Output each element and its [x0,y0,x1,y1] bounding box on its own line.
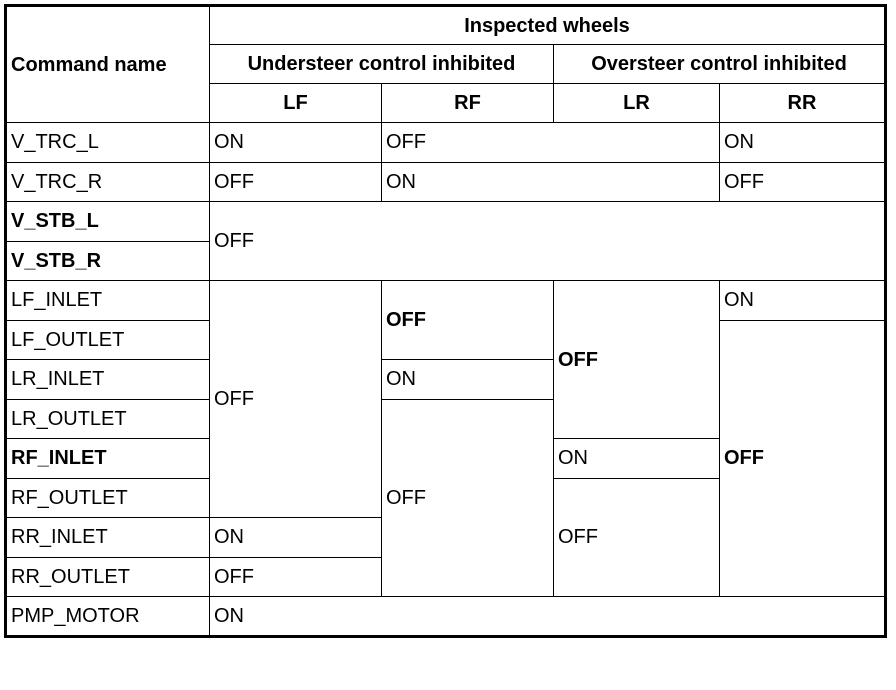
command-name-cell: RR_INLET [6,518,210,558]
command-name-cell: LR_OUTLET [6,399,210,439]
value-cell: OFF [210,557,382,597]
value-cell: OFF [720,320,886,597]
value-cell: OFF [210,162,382,202]
value-cell: ON [382,162,720,202]
header-rf: RF [382,84,554,123]
header-lf: LF [210,84,382,123]
command-name-cell: V_STB_R [6,241,210,281]
header-understeer: Understeer control inhibited [210,45,554,84]
command-name-cell: LR_INLET [6,360,210,400]
value-cell: OFF [554,281,720,439]
command-name-cell: V_STB_L [6,202,210,242]
value-cell: ON [720,123,886,163]
table-row [6,281,886,321]
value-cell: OFF [210,281,382,518]
command-name-cell: RR_OUTLET [6,557,210,597]
value-cell: ON [210,518,382,558]
table-row [6,202,886,242]
header-lr: LR [554,84,720,123]
command-name-cell: PMP_MOTOR [6,597,210,637]
inspection-table [4,4,887,638]
command-name-cell: RF_OUTLET [6,478,210,518]
header-command-name: Command name [6,6,210,123]
value-cell: ON [720,281,886,321]
value-cell: OFF [382,399,554,597]
command-name-cell: LF_OUTLET [6,320,210,360]
table-row [6,597,886,637]
value-cell: OFF [382,123,720,163]
table-row [6,162,886,202]
value-cell: OFF [382,281,554,360]
inspection-table-container [4,4,887,638]
value-cell: ON [382,360,554,400]
table-row [6,123,886,163]
value-cell: OFF [210,202,886,281]
value-cell: OFF [554,478,720,597]
command-name-cell: V_TRC_L [6,123,210,163]
header-inspected-wheels: Inspected wheels [210,6,886,45]
header-rr: RR [720,84,886,123]
header-oversteer: Oversteer control inhibited [554,45,886,84]
command-name-cell: V_TRC_R [6,162,210,202]
command-name-cell: LF_INLET [6,281,210,321]
value-cell: ON [210,597,886,637]
value-cell: OFF [720,162,886,202]
command-name-cell: RF_INLET [6,439,210,479]
value-cell: ON [554,439,720,479]
value-cell: ON [210,123,382,163]
